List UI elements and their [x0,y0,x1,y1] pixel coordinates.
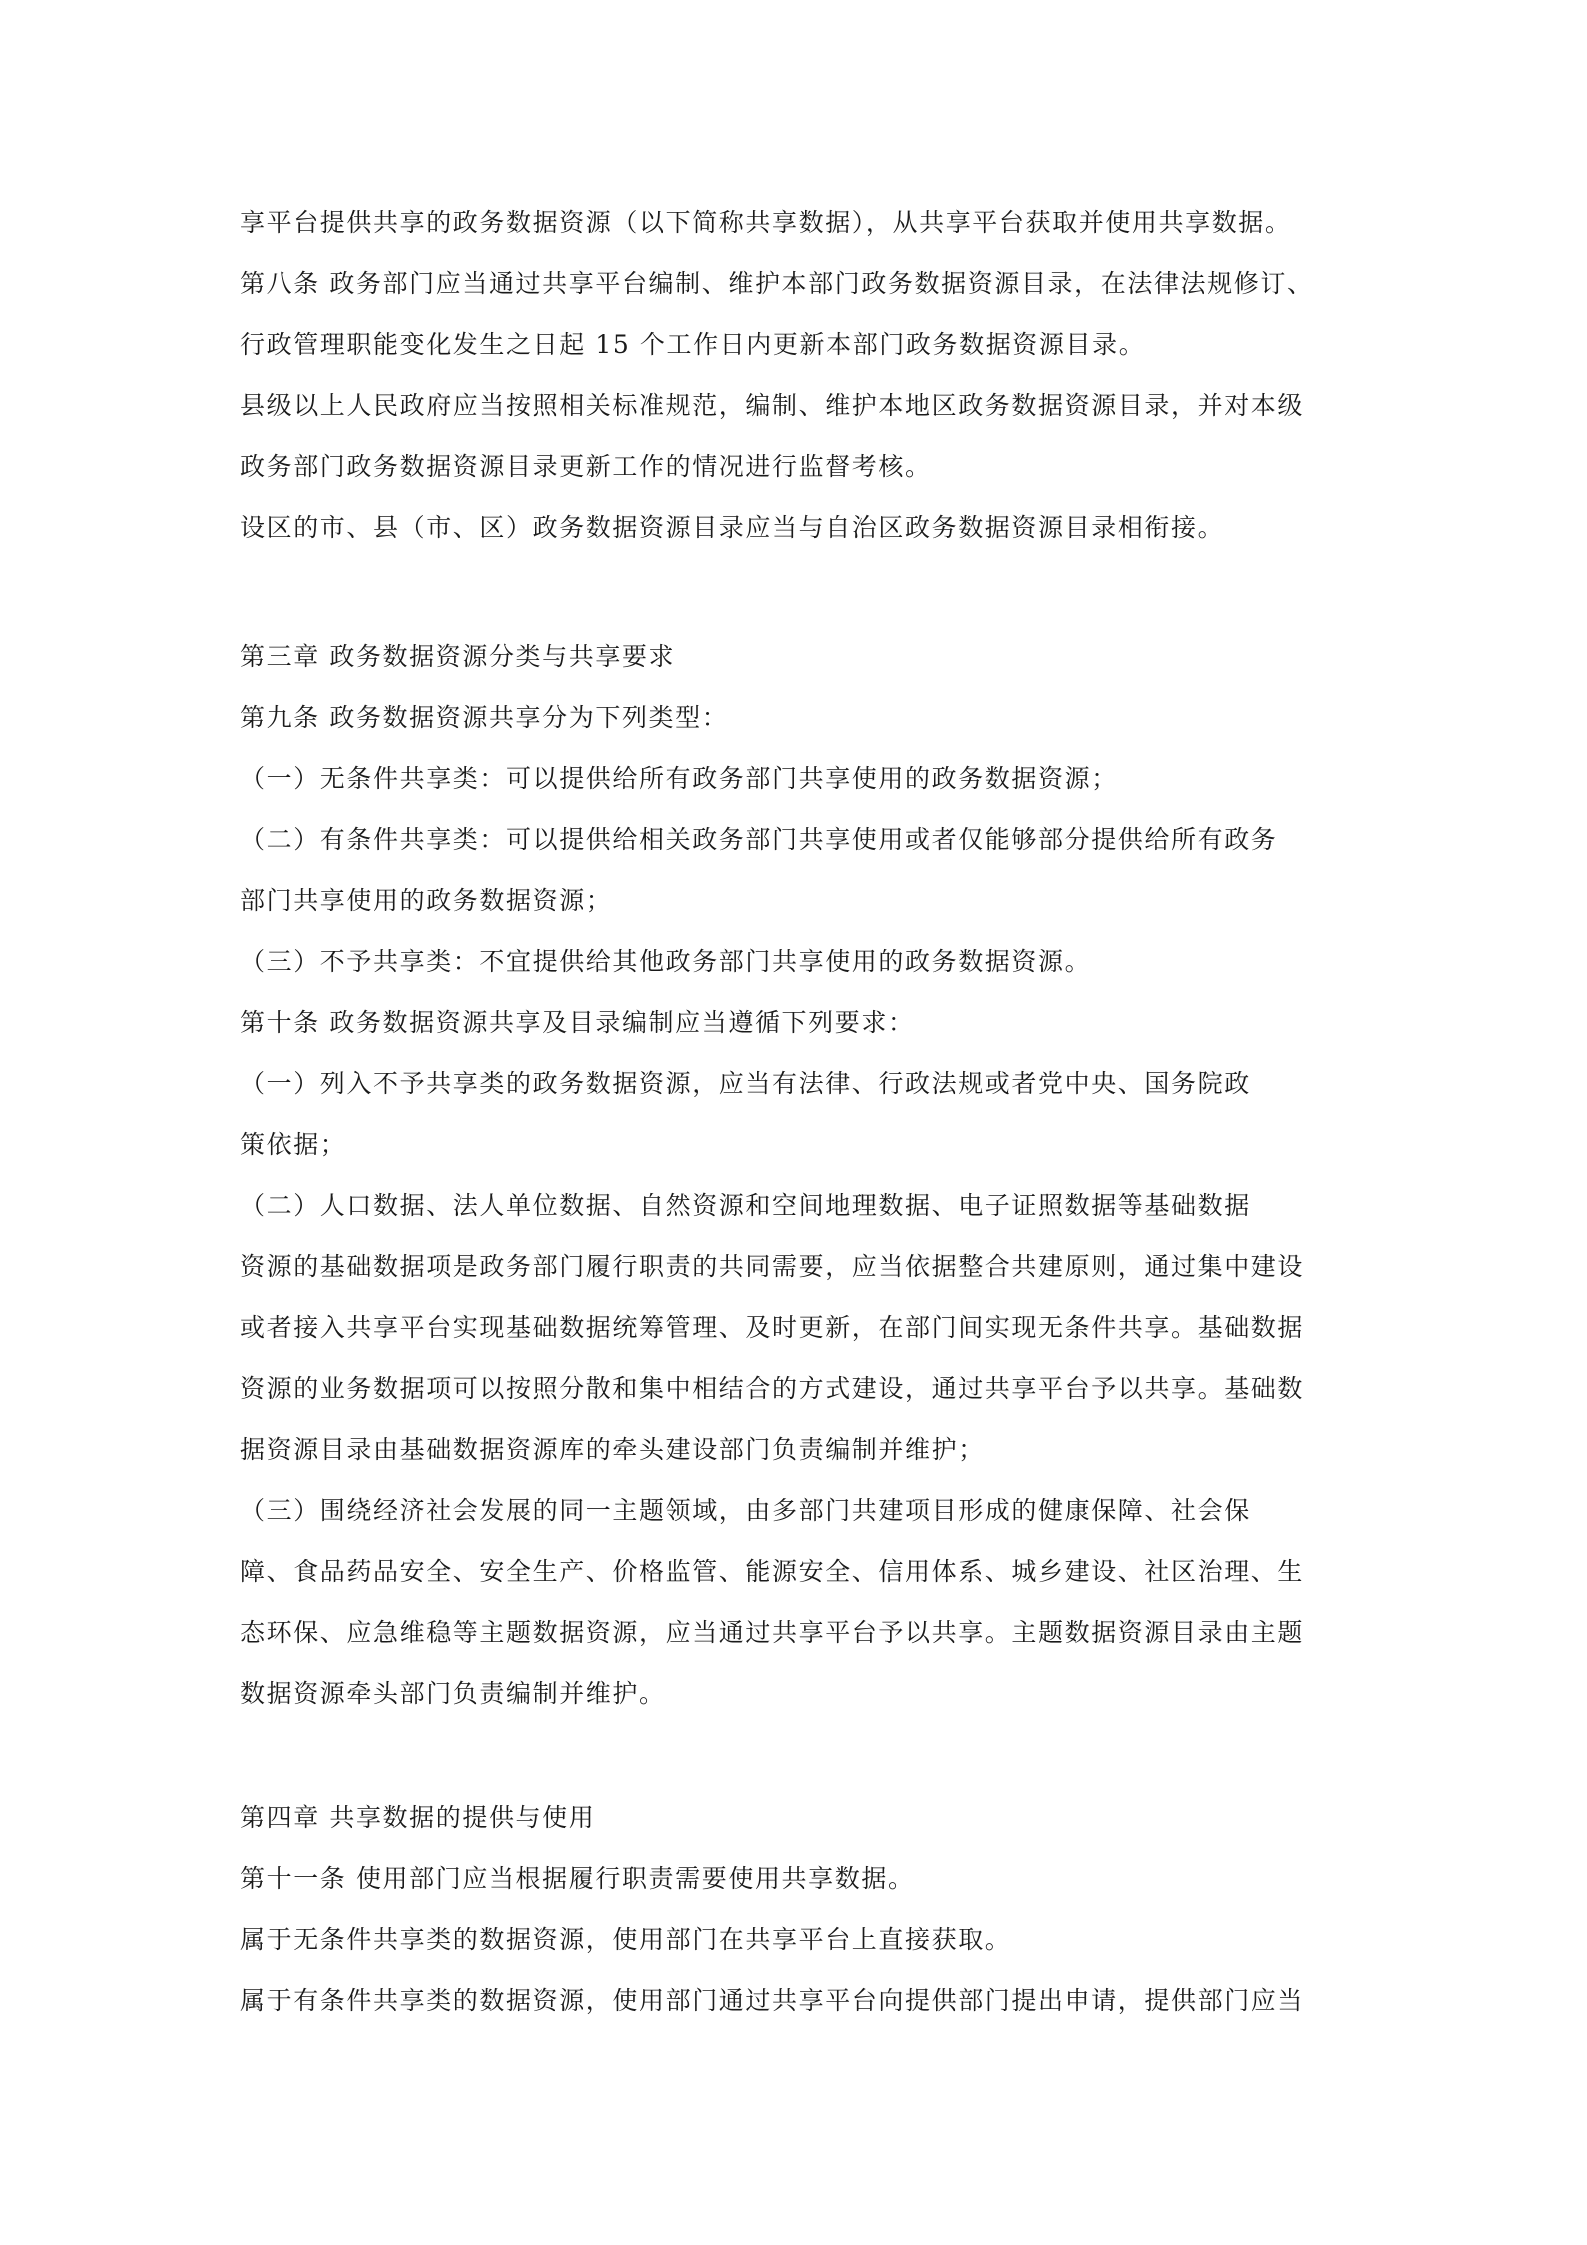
chapter-heading: 第四章 共享数据的提供与使用 [240,1803,596,1832]
text-line: 第八条 政务部门应当通过共享平台编制、维护本部门政务数据资源目录，在法律法规修订、 [240,269,1314,298]
chapter-heading: 第三章 政务数据资源分类与共享要求 [240,642,676,671]
article-heading: 第十一条 使用部门应当根据履行职责需要使用共享数据。 [240,1864,915,1893]
text-line: 设区的市、县（市、区）政务数据资源目录应当与自治区政务数据资源目录相衔接。 [240,513,1225,542]
text-line: 或者接入共享平台实现基础数据统筹管理、及时更新，在部门间实现无条件共享。基础数据 [240,1313,1305,1342]
text-line: 县级以上人民政府应当按照相关标准规范，编制、维护本地区政务数据资源目录，并对本级 [240,391,1305,420]
text-line: （三）围绕经济社会发展的同一主题领域，由多部门共建项目形成的健康保障、社会保 [240,1496,1251,1525]
text-line: 属于无条件共享类的数据资源，使用部门在共享平台上直接获取。 [240,1925,1012,1954]
text-line: （二）人口数据、法人单位数据、自然资源和空间地理数据、电子证照数据等基础数据 [240,1191,1251,1220]
text-line: 态环保、应急维稳等主题数据资源，应当通过共享平台予以共享。主题数据资源目录由主题 [240,1618,1305,1647]
text-line: 政务部门政务数据资源目录更新工作的情况进行监督考核。 [240,452,932,481]
text-line: 据资源目录由基础数据资源库的牵头建设部门负责编制并维护； [240,1435,985,1464]
text-line: 障、食品药品安全、安全生产、价格监管、能源安全、信用体系、城乡建设、社区治理、生 [240,1557,1305,1586]
text-line: 策依据； [240,1130,347,1159]
text-line: （二）有条件共享类：可以提供给相关政务部门共享使用或者仅能够部分提供给所有政务 [240,825,1278,854]
text-line: 数据资源牵头部门负责编制并维护。 [240,1679,666,1708]
text-line: 享平台提供共享的政务数据资源（以下简称共享数据），从共享平台获取并使用共享数据。 [240,208,1292,237]
article-heading: 第十条 政务数据资源共享及目录编制应当遵循下列要求： [240,1008,915,1037]
text-line: 资源的基础数据项是政务部门履行职责的共同需要，应当依据整合共建原则，通过集中建设 [240,1252,1305,1281]
text-line: （一）无条件共享类：可以提供给所有政务部门共享使用的政务数据资源； [240,764,1118,793]
text-line: 行政管理职能变化发生之日起 15 个工作日内更新本部门政务数据资源目录。 [240,330,1146,359]
text-line: （一）列入不予共享类的政务数据资源，应当有法律、行政法规或者党中央、国务院政 [240,1069,1251,1098]
text-line: 部门共享使用的政务数据资源； [240,886,613,915]
article-heading: 第九条 政务数据资源共享分为下列类型： [240,703,729,732]
text-line: （三）不予共享类：不宜提供给其他政务部门共享使用的政务数据资源。 [240,947,1092,976]
text-line: 属于有条件共享类的数据资源，使用部门通过共享平台向提供部门提出申请，提供部门应当 [240,1986,1305,2015]
text-line: 资源的业务数据项可以按照分散和集中相结合的方式建设，通过共享平台予以共享。基础数 [240,1374,1305,1403]
